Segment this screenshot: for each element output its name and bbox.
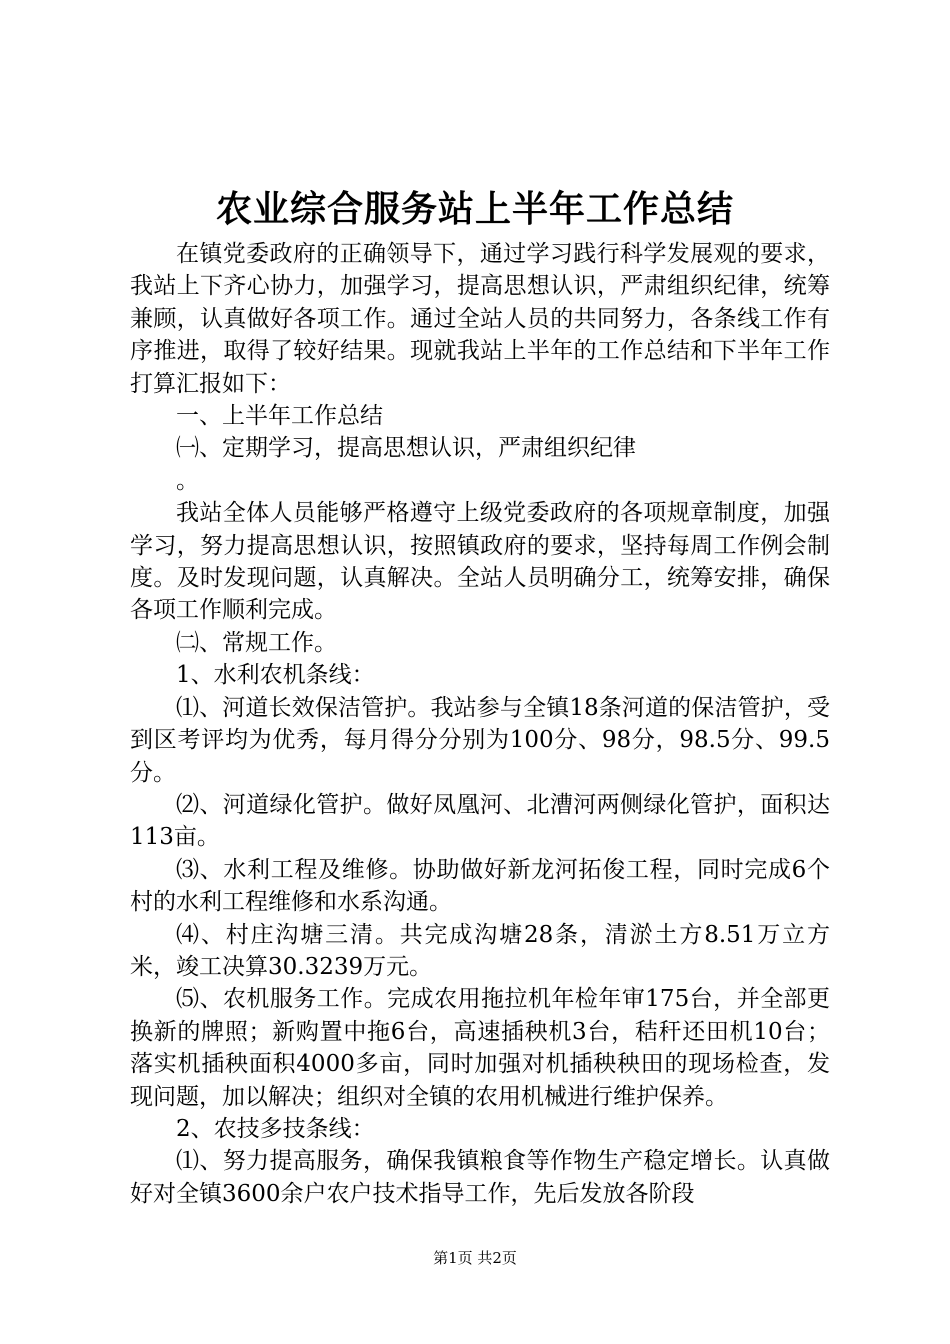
item-heading-water: 1、水利农机条线： bbox=[176, 662, 375, 689]
paragraph-study: 我站全体人员能够严格遵守上级党委政府的各项规章制度，加强学习，努力提高思想认识，按照镇政府的要求，坚持每周工作例会制度。及时发现问题，认真解决。全站人员明确分工，统筹安排，确保各项工作顺利完成。 bbox=[130, 500, 830, 624]
paragraph-river-greening: ⑵、河道绿化管护。做好凤凰河、北漕河两侧绿化管护，面积达113亩。 bbox=[130, 791, 830, 851]
section-heading-1: 一、上半年工作总结 bbox=[176, 403, 383, 430]
paragraph-machinery: ⑸、农机服务工作。完成农用拖拉机年检年审175台，并全部更换新的牌照；新购置中拖6台，高速插秧机3台，秸秆还田机10台；落实机插秧面积4000多亩，同时加强对机插秧秧田的现场检查，发现问题，加以解决；组织对全镇的农用机械进行维护保养。 bbox=[130, 986, 830, 1110]
item-heading-agritech: 2、农技多技条线： bbox=[176, 1115, 375, 1142]
paragraph-water-project: ⑶、水利工程及维修。协助做好新龙河拓俊工程，同时完成6个村的水利工程维修和水系沟通。 bbox=[130, 856, 830, 916]
page-number-footer: 第1页 共2页 bbox=[433, 1249, 517, 1267]
subsection-heading-1: ㈠、定期学习，提高思想认识，严肃组织纪律 bbox=[176, 435, 636, 462]
document-title: 农业综合服务站上半年工作总结 bbox=[215, 188, 734, 230]
document-body bbox=[130, 238, 830, 1210]
paragraph-intro: 在镇党委政府的正确领导下，通过学习践行科学发展观的要求，我站上下齐心协力，加强学习，提高思想认识，严肃组织纪律，统筹兼顾，认真做好各项工作。通过全站人员的共同努力，各条线工作有序推进，取得了较好结果。现就我站上半年的工作总结和下半年工作打算汇报如下： bbox=[130, 241, 830, 397]
paragraph-river-cleaning: ⑴、河道长效保洁管护。我站参与全镇18条河道的保洁管护，受到区考评均为优秀，每月得分分别为100分、98分，98.5分、99.5分。 bbox=[130, 694, 830, 786]
subsection-heading-2: ㈡、常规工作。 bbox=[176, 629, 337, 656]
paragraph-pond-cleaning: ⑷、村庄沟塘三清。共完成沟塘28条，清淤土方8.51万立方米，竣工决算30.3239万元。 bbox=[130, 921, 830, 980]
paragraph-service: ⑴、努力提高服务，确保我镇粮食等作物生产稳定增长。认真做好对全镇3600余户农户技术指导工作，先后发放各阶段 bbox=[130, 1148, 830, 1207]
subsection-heading-1-tail: 。 bbox=[176, 467, 199, 494]
